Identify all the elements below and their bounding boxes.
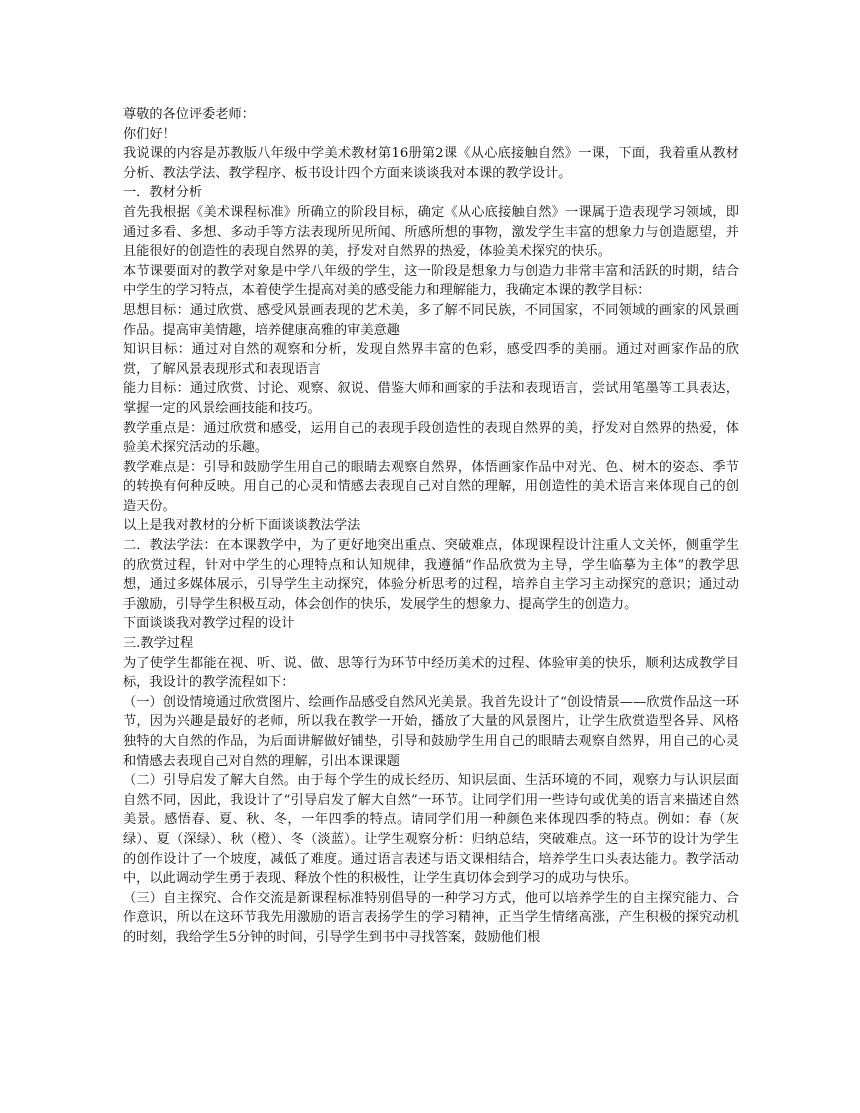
intro-paragraph: 我说课的内容是苏教版八年级中学美术教材第16册第2课《从心底接触自然》一课，下面，我着重从教材分析、教法学法、教学程序、板书设计四个方面来谈谈我对本课的教学设计。 [123,146,739,181]
paragraph-knowledge-goal: 知识目标：通过对自然的观察和分析，发现自然界丰富的色彩，感受四季的美丽。通过对画家作品的欣赏，了解风景表现形式和表现语言 [123,342,739,377]
paragraph-teaching-object: 本节课要面对的教学对象是中学八年级的学生，这一阶段是想象力与创造力非常丰富和活跃的时期，结合中学生的学习特点，本着使学生提高对美的感受能力和理解能力，我确定本课的教学目标： [123,263,739,299]
paragraph-step-one: （一）创设情境通过欣赏图片、绘画作品感受自然风光美景。我首先设计了“创设情景——欣赏作品这一环节，因为兴趣是最好的老师，所以我在教学一开始，播放了大量的风景图片，让学生欣赏造型各异、风格独特的大自然的作品，为后面讲解做好铺垫，引导和鼓励学生用自己的眼睛去观察自然界，用自己的心灵和情感去表现自己对自然的理解，引出本课课题 [123,694,739,769]
paragraph-ideological-goal: 思想目标：通过欣赏、感受风景画表现的艺术美，多了解不同民族，不同国家，不同领域的画家的风景画作品。提高审美情趣，培养健康高雅的审美意趣 [123,302,739,338]
greeting: 你们好！ [123,126,176,142]
paragraph-key-point: 教学重点是：通过欣赏和感受，运用自己的表现手段创造性的表现自然界的美，抒发对自然界的热爱，体验美术探究活动的乐趣。 [123,420,739,456]
section-heading-textbook-analysis: 一．教材分析 [123,185,203,201]
paragraph-step-two: （二）引导启发了解大自然。由于每个学生的成长经历、知识层面、生活环境的不同，观察力与认识层面自然不同，因此，我设计了“引导启发了解大自然”一环节。让同学们用一些诗句或优美的语言来描述自然美景。感悟春、夏、秋、冬，一年四季的特点。请同学们用一种颜色来体现四季的特点。例如：春（灰绿）、夏（深绿）、秋（橙）、冬（淡蓝）。让学生观察分析：归纳总结，突破难点。这一环节的设计为学生的创作设计了一个坡度，减低了难度。通过语言表述与语文课相结合，培养学生口头表达能力。教学活动中，以此调动学生勇于表现、释放个性的积极性，让学生真切体会到学习的成功与快乐。 [123,773,739,887]
document-page [123,105,739,948]
paragraph-process-intro: 为了使学生都能在视、听、说、做、思等行为环节中经历美术的过程、体验审美的快乐，顺利达成教学目标，我设计的教学流程如下： [123,655,739,691]
paragraph-curriculum-standard: 首先我根据《美术课程标准》所确立的阶段目标，确定《从心底接触自然》一课属于造表现学习领域，即通过多看、多想、多动手等方法表现所见所闻、所感所想的事物，激发学生丰富的想象力与创造愿望，并且能很好的创造性的表现自然界的美，抒发对自然界的热爱，体验美术探究的快乐。 [123,204,739,260]
paragraph-ability-goal: 能力目标：通过欣赏、讨论、观察、叙说、借鉴大师和画家的手法和表现语言，尝试用笔墨等工具表达，掌握一定的风景绘画技能和技巧。 [123,381,739,416]
section-teaching-methods: 二．教法学法：在本课教学中，为了更好地突出重点、突破难点，体现课程设计注重人文关怀，侧重学生的欣赏过程，针对中学生的心理特点和认知规律，我遵循“作品欣赏为主导，学生临摹为主体”的教学思想，通过多媒体展示，引导学生主动探究，体验分析思考的过程，培养自主学习主动探究的意识；通过动手激励，引导学生积极互动，体会创作的快乐，发展学生的想象力、提高学生的创造力。 [123,538,739,612]
paragraph-transition-process: 下面谈谈我对教学过程的设计 [123,616,295,632]
paragraph-transition-methods: 以上是我对教材的分析下面谈谈教法学法 [123,518,361,534]
paragraph-step-three: （三）自主探究、合作交流是新课程标准特别倡导的一种学习方式，他可以培养学生的自主探究能力、合作意识，所以在这环节我先用激励的语言表扬学生的学习精神，正当学生情绪高涨，产生积极的探究动机的时刻，我给学生5分钟的时间，引导学生到书中寻找答案，鼓励他们根 [123,890,739,945]
section-heading-teaching-process: 三.教学过程 [123,636,194,652]
salutation: 尊敬的各位评委老师： [123,107,255,122]
paragraph-difficulty: 教学难点是：引导和鼓励学生用自己的眼睛去观察自然界，体悟画家作品中对光、色、树木的姿态、季节的转换有何种反映。用自己的心灵和情感去表现自己对自然的理解，用创造性的美术语言来体现自己的创造天份。 [123,459,739,514]
